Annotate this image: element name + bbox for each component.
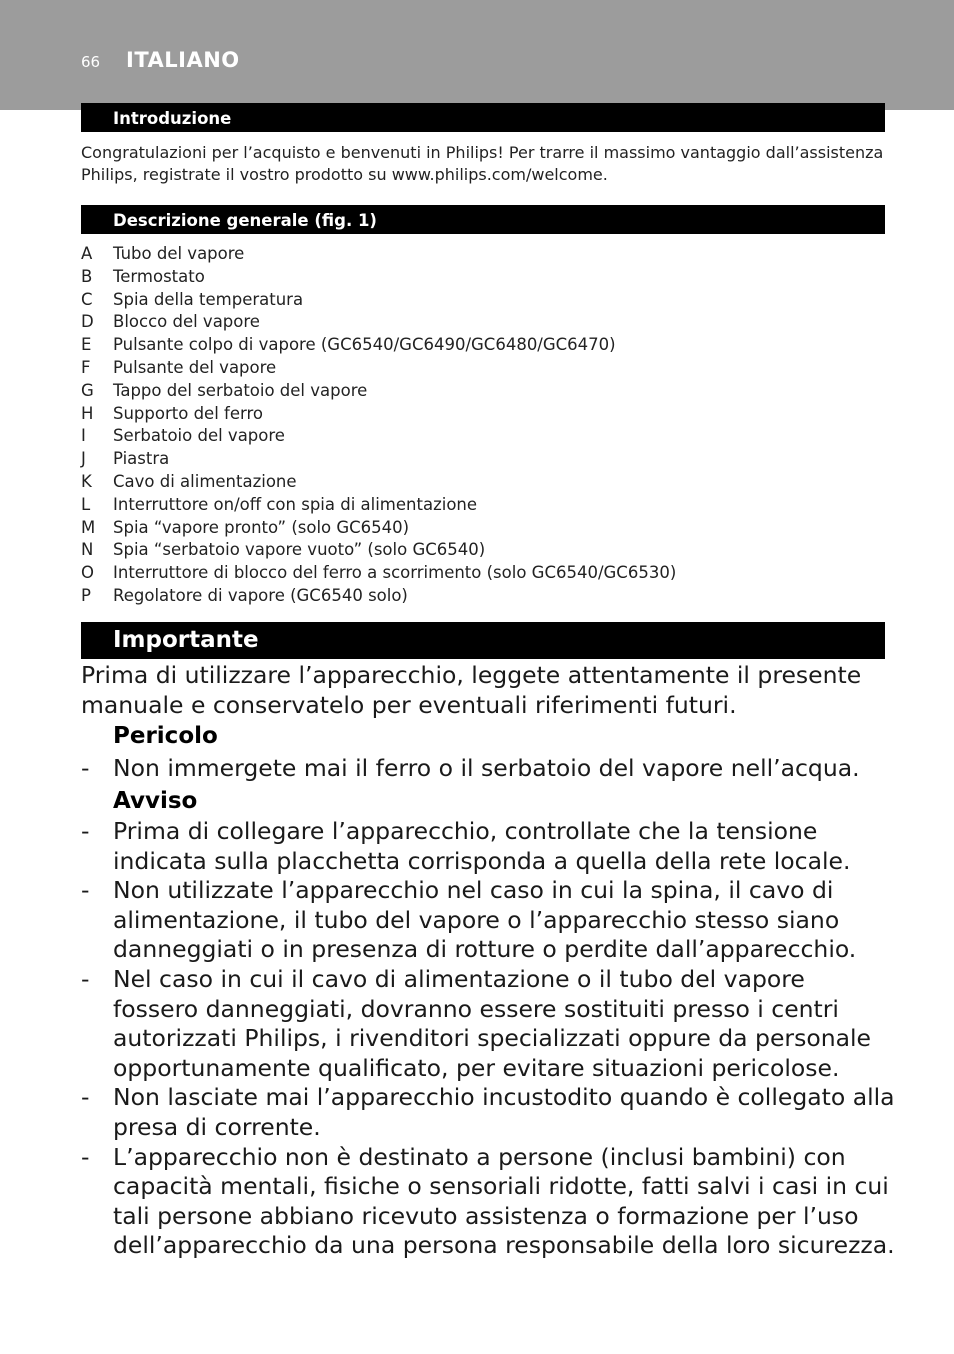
item-label: Pulsante colpo di vapore (GC6540/GC6490/GC6480/GC6470)	[113, 335, 616, 355]
item-letter: K	[81, 471, 92, 491]
item-letter: O	[81, 563, 94, 583]
important-lead: Prima di utilizzare l’apparecchio, leggete attentamente il presente manuale e conservatelo per eventuali riferimenti futuri.	[81, 661, 862, 719]
section-heading-important: Importante	[81, 622, 885, 659]
bullet-item	[81, 965, 896, 1083]
list-item	[81, 471, 891, 494]
item-letter: H	[81, 403, 94, 423]
section-heading-intro: Introduzione	[81, 103, 885, 132]
bullet-text: Non immergete mai il ferro o il serbatoio del vapore nell’acqua.	[113, 754, 860, 782]
bullet-item	[81, 754, 896, 784]
page-number: 66	[81, 53, 101, 71]
item-label: Spia “vapore pronto” (solo GC6540)	[113, 517, 410, 537]
list-item	[81, 357, 891, 380]
item-label: Termostato	[113, 266, 205, 286]
header-band	[0, 0, 954, 110]
list-item	[81, 380, 891, 403]
bullet-item	[81, 817, 896, 876]
bullet-item	[81, 1083, 896, 1142]
list-item	[81, 425, 891, 448]
item-label: Pulsante del vapore	[113, 357, 277, 377]
section-heading-overview: Descrizione generale (fig. 1)	[81, 205, 885, 234]
bullet-dash: -	[81, 817, 90, 845]
bullet-text: Non lasciate mai l’apparecchio incustodito quando è collegato alla presa di corrente.	[113, 1083, 895, 1141]
bullet-dash: -	[81, 1142, 90, 1171]
list-item	[81, 585, 891, 608]
warning-heading: Avviso	[113, 788, 198, 814]
item-letter: A	[81, 244, 93, 263]
parts-list	[81, 243, 891, 608]
danger-list	[81, 754, 896, 784]
item-letter: B	[81, 266, 93, 286]
bullet-text: Non utilizzate l’apparecchio nel caso in cui la spina, il cavo di alimentazione, il tubo del vapore o l’apparecchio stesso siano danneggiati o in presenza di rotture o perdite dall’apparecchio.	[113, 876, 857, 964]
list-item	[81, 448, 891, 471]
item-label: Supporto del ferro	[113, 403, 263, 423]
item-letter: D	[81, 312, 94, 332]
bullet-item	[81, 876, 896, 965]
item-label: Spia “serbatoio vapore vuoto” (solo GC6540)	[113, 540, 486, 560]
item-label: Tubo del vapore	[113, 244, 245, 263]
item-letter: C	[81, 289, 93, 309]
item-label: Tappo del serbatoio del vapore	[113, 380, 368, 400]
danger-heading: Pericolo	[113, 723, 218, 749]
bullet-dash: -	[81, 1083, 90, 1112]
list-item	[81, 539, 891, 562]
item-letter: N	[81, 540, 94, 560]
item-label: Interruttore on/off con spia di alimentazione	[113, 494, 478, 514]
bullet-text: Prima di collegare l’apparecchio, controllate che la tensione indicata sulla placchetta corrisponda a quella della rete locale.	[113, 817, 851, 875]
warning-list	[81, 817, 896, 1261]
item-letter: F	[81, 357, 91, 377]
item-label: Regolatore di vapore (GC6540 solo)	[113, 585, 408, 605]
list-item	[81, 494, 891, 517]
item-letter: E	[81, 335, 92, 355]
list-item	[81, 289, 891, 312]
item-letter: I	[81, 426, 86, 446]
item-letter: J	[81, 449, 86, 469]
bullet-item	[81, 1143, 896, 1261]
list-item	[81, 562, 891, 585]
bullet-dash: -	[81, 754, 90, 782]
item-label: Interruttore di blocco del ferro a scorrimento (solo GC6540/GC6530)	[113, 563, 677, 583]
intro-paragraph: Congratulazioni per l’acquisto e benvenuti in Philips! Per trarre il massimo vantaggio dall’assistenza Philips, registrate il vostro prodotto su www.philips.com/welcome.	[81, 143, 884, 184]
bullet-text: Nel caso in cui il cavo di alimentazione o il tubo del vapore fossero danneggiati, dovranno essere sostituiti presso i centri autorizzati Philips, i rivenditori specializzati oppure da personale opportunamente qualificato, per evitare situazioni pericolose.	[113, 964, 871, 1082]
language-title: ITALIANO	[126, 48, 240, 72]
list-item	[81, 334, 891, 357]
item-letter: L	[81, 494, 91, 514]
item-label: Spia della temperatura	[113, 289, 304, 309]
bullet-dash: -	[81, 876, 90, 905]
item-label: Piastra	[113, 449, 170, 469]
list-item	[81, 266, 891, 289]
item-label: Serbatoio del vapore	[113, 426, 285, 446]
item-letter: P	[81, 585, 91, 605]
item-label: Blocco del vapore	[113, 312, 260, 332]
list-item	[81, 403, 891, 426]
item-label: Cavo di alimentazione	[113, 471, 297, 491]
list-item	[81, 517, 891, 540]
list-item	[81, 243, 891, 266]
list-item	[81, 311, 891, 334]
item-letter: G	[81, 380, 94, 400]
item-letter: M	[81, 517, 96, 537]
bullet-dash: -	[81, 964, 90, 993]
bullet-text: L’apparecchio non è destinato a persone (inclusi bambini) con capacità mentali, fisiche o sensoriali ridotte, fatti salvi i casi in cui tali persone abbiano ricevuto assistenza o formazione per l’uso dell’apparecchio da una persona responsabile della loro sicurezza.	[113, 1142, 895, 1260]
